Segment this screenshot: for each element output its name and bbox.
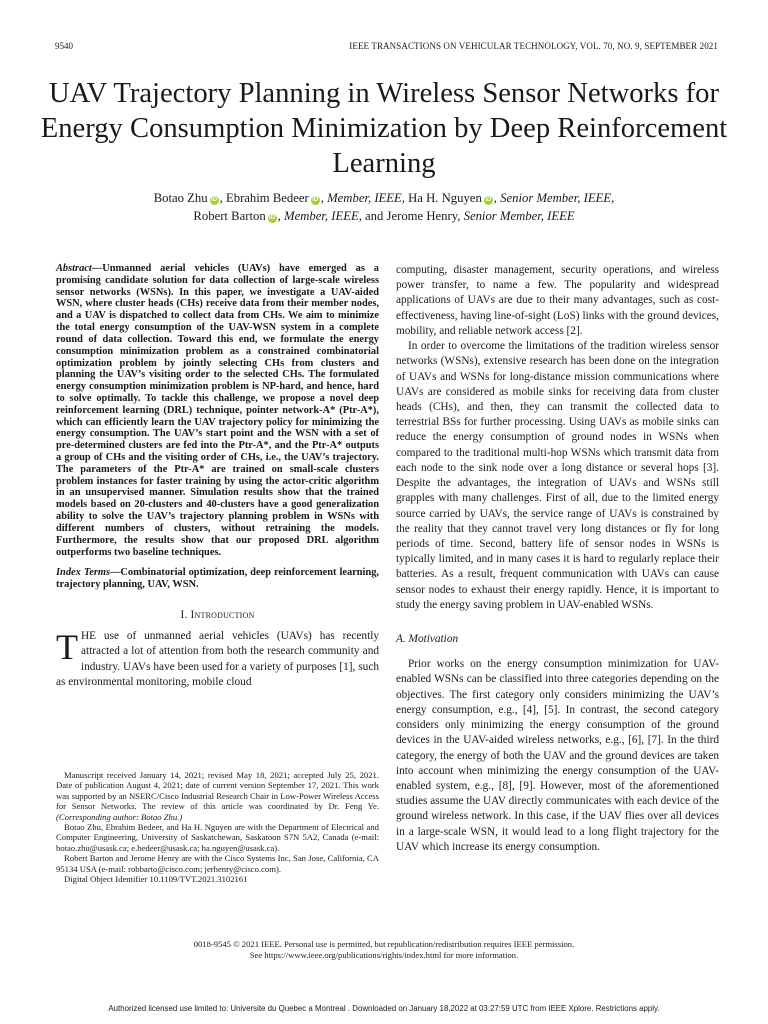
left-column: [56, 263, 379, 690]
copyright-line: 0018-9545 © 2021 IEEE. Personal use is permitted, but republication/redistribution requires IEEE permission.: [193, 939, 575, 949]
section-title: Introduction: [190, 608, 255, 621]
abstract: Abstract—Unmanned aerial vehicles (UAVs) have emerged as a promising candidate solution for data collection of large-scale wireless sensor networks (WSNs). In this paper, we investigate a UAV-aided WSN, where cluster heads (CHs) receive data from their member nodes, and a UAV is dispatched to collect data from CHs. We aim to minimize the total energy consumption of the UAV-WSN system in a complete round of data collection. Toward this end, we formulate the energy consumption minimization problem as a constrained combinatorial optimization problem by jointly selecting CHs from clusters and planning the UAV’s visiting order to the selected CHs. The formulated energy consumption minimization problem is NP-hard, and hence, hard to solve optimally. To tackle this challenge, we propose a novel deep reinforcement learning (DRL) technique, pointer network-A* (Ptr-A*), which can efficiently learn the UAV trajectory policy for minimizing the energy consumption. The UAV’s start point and the WSN with a set of pre-determined clusters are fed into the Ptr-A*, and the Ptr-A* outputs a group of CHs and the visiting order of CHs, i.e., the UAV’s trajectory. The parameters of the Ptr-A* are trained on small-scale clusters problem instances for faster training by using the actor-critic algorithm in an unsupervised manner. Simulation results show that the trained models based on 20-clusters and 40-clusters have a good generalization ability to solve the UAV’s trajectory planning problem in WSNs with different numbers of clusters, without retraining the models. Furthermore, the results show that our proposed DRL algorithm outperforms two baseline techniques.: [56, 263, 379, 558]
author-name: Robert Barton: [193, 209, 266, 223]
author-name: Botao Zhu: [153, 191, 208, 205]
abstract-text: Unmanned aerial vehicles (UAVs) have emerged as a promising candidate solution for data collection of large-scale wireless sensor networks (WSNs). In this paper, we investigate a UAV-aided WSN, where cluster heads (CHs) receive data from their member nodes, and a UAV is dispatched to collect data from CHs. We aim to minimize the total energy consumption of the UAV-WSN system in a complete round of data collection. Toward this end, we formulate the energy consumption minimization problem as a constrained combinatorial optimization problem by jointly selecting CHs from clusters and planning the UAV’s visiting order to the selected CHs. The formulated energy consumption minimization problem is NP-hard, and hence, hard to solve optimally. To tackle this challenge, we propose a novel deep reinforcement learning (DRL) technique, pointer network-A* (Ptr-A*), which can efficiently learn the UAV trajectory policy for minimizing the energy consumption. The UAV’s start point and the WSN with a set of pre-determined clusters are fed into the Ptr-A*, and the Ptr-A* outputs a group of CHs and the visiting order of CHs, i.e., the UAV’s trajectory. The parameters of the Ptr-A* are trained on small-scale clusters problem instances for faster training by using the actor-critic algorithm in an unsupervised manner. Simulation results show that the trained models based on 20-clusters and 40-clusters have a good generalization ability to solve the UAV’s trajectory planning problem in WSNs with different numbers of clusters, without retraining the models. Furthermore, the results show that our proposed DRL algorithm outperforms two baseline techniques.: [56, 263, 379, 558]
intro-paragraph: [56, 629, 379, 690]
author-line-1: Botao Zhu iD , Ebrahim Bedeer iD , Member, IEEE, Ha H. Nguyen iD , Senior Member, IEEE,: [153, 191, 615, 205]
footnote: [56, 770, 379, 822]
orcid-icon[interactable]: iD: [211, 197, 218, 203]
drop-cap: T: [56, 627, 78, 668]
footnote-text: Manuscript received January 14, 2021; revised May 18, 2021; accepted July 25, 2021. Date of publication August 4, 2021; date of current version September 17, 2021. This work was supported by an NSERC/Cisco Industrial Research Chair in Low-Power Wireless Access for Sensor Networks. The review of this article was coordinated by Dr. Feng Ye.: [56, 770, 379, 812]
author-role: Member, IEEE: [327, 191, 402, 205]
doi: Digital Object Identifier 10.1109/TVT.2021.3102161: [64, 874, 248, 885]
orcid-icon[interactable]: iD: [269, 215, 276, 221]
body-paragraph: computing, disaster management, security operations, and wireless power transfer, to name a few. The popularity and widespread applications of UAVs are due to their many advantages, such as cost-effectiveness, having line-of-sight (LoS) links with the ground devices, mobility, and reliable network access [2].: [396, 264, 719, 337]
footnote: Robert Barton and Jerome Henry are with the Cisco Systems Inc, San Jose, California, CA 95134 USA (e-mail: robbarto@cisco.com; jerhenry@cisco.com).: [56, 853, 379, 874]
section-heading: [56, 608, 379, 623]
author-conjunction: and: [365, 209, 384, 223]
index-terms-label: Index Terms: [56, 567, 110, 579]
author-name: Jerome Henry: [386, 209, 458, 223]
index-terms: Index Terms—Combinatorial optimization, deep reinforcement learning, trajectory planning, UAV, WSN.: [56, 567, 379, 591]
corresponding-author: (Corresponding author: Botao Zhu.): [56, 811, 183, 822]
license-notice: Authorized licensed use limited to: Universite du Quebec a Montreal . Downloaded on January 18,2022 at 03:27:59 UTC from IEEE Xplore. Restrictions apply.: [108, 1004, 660, 1013]
abstract-label: Abstract: [56, 263, 92, 274]
body-paragraph: In order to overcome the limitations of the tradition wireless sensor networks (WSNs), extensive research has been done on the integration of UAVs and WSNs for long-distance mission communications where UAVs are considered as mobile sinks for receiving data from cluster heads (CHs), and then, they can transmit the collected data to terrestrial BSs for further processing. Using UAVs as mobile sinks can reduce the energy consumption of ground nodes in WSNs when compared to the traditional multi-hop WSNs which transmit data from each node to the sink node over a long distance or several hops [3]. Despite the advantages, the integration of UAVs and WSNs still grapples with many challenges. First of all, due to the limited energy source carried by UAVs, the service range of UAVs is constrained by the reality that they cannot travel very long distances or fly for long periods of time. Second, battery life of sensor nodes in WSNs is typically limited, and in many cases it is hard to regularly replace their batteries. As a result, frequent communication with UAVs can cause sensor nodes to exhaust their energy rapidly. Hence, it is important to study the energy saving problem in UAV-enabled WSNs.: [396, 340, 719, 611]
journal-header: IEEE TRANSACTIONS ON VEHICULAR TECHNOLOGY, VOL. 70, NO. 9, SEPTEMBER 2021: [349, 41, 718, 51]
footnotes: [56, 770, 379, 884]
author-line-2: Robert Barton iD , Member, IEEE, and Jerome Henry, Senior Member, IEEE: [193, 209, 575, 223]
author-name: Ha H. Nguyen: [408, 191, 482, 205]
author-role: Member, IEEE: [284, 209, 359, 223]
subsection-heading: A. Motivation: [396, 633, 459, 646]
copyright-notice: [0, 939, 768, 961]
rights-link[interactable]: See https://www.ieee.org/publications/rights/index.html for more information.: [249, 950, 519, 960]
intro-text: HE use of unmanned aerial vehicles (UAVs) has recently attracted a lot of attention from both the research community and industry. UAVs have been used for a variety of purposes [1], such as environmental monitoring, mobile cloud: [56, 630, 379, 688]
author-role: Senior Member, IEEE: [500, 191, 612, 205]
paper-title: UAV Trajectory Planning in Wireless Sensor Networks for Energy Consumption Minimization by Deep Reinforcement Learning: [40, 78, 728, 179]
page-number: 9540: [55, 41, 73, 51]
index-terms-text: Combinatorial optimization, deep reinforcement learning, trajectory planning, UAV, WSN.: [56, 567, 379, 591]
author-name: Ebrahim Bedeer: [225, 191, 309, 205]
section-number: I.: [180, 608, 188, 621]
orcid-icon[interactable]: iD: [312, 197, 319, 203]
orcid-icon[interactable]: iD: [485, 197, 492, 203]
body-paragraph: Prior works on the energy consumption minimization for UAV-enabled WSNs can be classified into three categories depending on the objectives. The first category only considers minimizing the UAV’s energy consumption, e.g., [4], [5]. In contrast, the second category considers only minimizing the energy consumption of the ground devices in the UAV-aided wireless networks, e.g., [6], [7]. In the third category, the energy of both the UAV and the ground devices are taken into account when minimizing the energy consumption of the UAV-enabled system, e.g., [8], [9]. However, most of the aforementioned studies assume the UAV directly communicates with each device of the ground wireless network. In this case, if the UAV flies over all devices in a large-scale WSN, it would lead to a long flight trajectory for the UAV which increase its energy consumption.: [396, 658, 719, 853]
footnote: Botao Zhu, Ebrahim Bedeer, and Ha H. Nguyen are with the Department of Electrical and Computer Engineering, University of Saskatchewan, Saskatoon S7N 5A2, Canada (e-mail: botao.zhu@usask.ca; e.bedeer@usask.ca; ha.nguyen@usask.ca).: [56, 822, 379, 853]
right-column: [396, 263, 719, 855]
author-role: Senior Member, IEEE: [463, 209, 575, 223]
